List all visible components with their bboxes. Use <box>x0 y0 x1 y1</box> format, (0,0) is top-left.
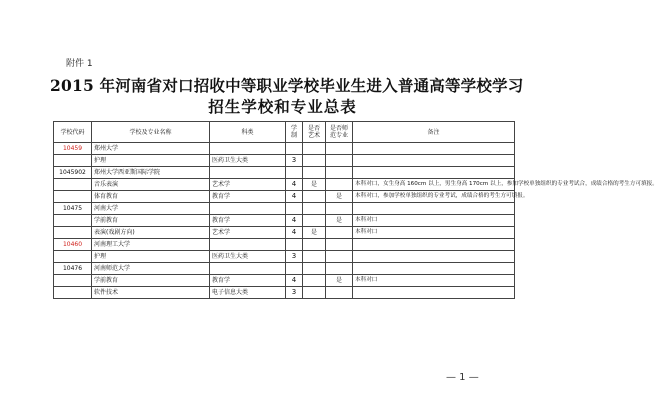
cell-is-art <box>303 263 326 275</box>
cell-is-normal <box>326 287 353 299</box>
cell-years: 4 <box>286 227 303 239</box>
cell-years <box>286 239 303 251</box>
cell-is-normal <box>326 227 353 239</box>
major-row <box>54 179 515 191</box>
table-body <box>54 143 658 299</box>
cell-years <box>286 143 303 155</box>
cell-is-art <box>303 215 326 227</box>
cell-years: 3 <box>286 287 303 299</box>
cell-school-code: 1045902 <box>54 167 92 179</box>
col-header-remark: 备注 <box>353 122 515 143</box>
cell-category: 电子信息大类 <box>210 287 286 299</box>
cell-is-normal: 是 <box>326 215 353 227</box>
cell-remark <box>353 251 515 263</box>
cell-is-art <box>303 239 326 251</box>
cell-years: 3 <box>286 155 303 167</box>
cell-is-art <box>303 203 326 215</box>
cell-remark <box>353 203 515 215</box>
document-title-line2: 招生学校和专业总表 <box>208 97 357 116</box>
admissions-table <box>53 121 658 299</box>
school-row <box>54 167 515 179</box>
cell-school-code <box>54 179 92 191</box>
col-header-years: 学 制 <box>286 122 303 143</box>
cell-is-art: 是 <box>303 179 326 191</box>
cell-school-code: 10476 <box>54 263 92 275</box>
cell-years: 4 <box>286 275 303 287</box>
cell-is-normal <box>326 179 353 191</box>
cell-is-art <box>303 155 326 167</box>
cell-category: 艺术学 <box>210 179 286 191</box>
cell-is-normal: 是 <box>326 275 353 287</box>
cell-years <box>286 167 303 179</box>
cell-is-art <box>303 287 326 299</box>
cell-name: 护理 <box>92 251 210 263</box>
cell-remark <box>353 155 515 167</box>
cell-category: 教育学 <box>210 191 286 203</box>
cell-name: 软件技术 <box>92 287 210 299</box>
cell-is-normal <box>326 143 353 155</box>
major-row <box>54 287 515 299</box>
cell-school-code <box>54 287 92 299</box>
cell-remark: 本科对口 <box>353 215 515 227</box>
cell-school-code: 10475 <box>54 203 92 215</box>
cell-years: 4 <box>286 215 303 227</box>
cell-remark <box>353 167 515 179</box>
cell-name: 护理 <box>92 155 210 167</box>
cell-category: 教育学 <box>210 215 286 227</box>
cell-years: 4 <box>286 191 303 203</box>
school-row <box>54 239 515 251</box>
cell-remark: 本科对口 <box>353 227 515 239</box>
cell-years: 4 <box>286 179 303 191</box>
cell-category <box>210 263 286 275</box>
cell-is-normal <box>326 155 353 167</box>
cell-name: 学前教育 <box>92 215 210 227</box>
cell-name: 郑州大学 <box>92 143 210 155</box>
cell-remark <box>353 239 515 251</box>
cell-name: 河南师范大学 <box>92 263 210 275</box>
major-row <box>54 227 515 239</box>
col-header-category: 科类 <box>210 122 286 143</box>
cell-is-art <box>303 275 326 287</box>
major-row <box>54 155 515 167</box>
cell-name: 体育教育 <box>92 191 210 203</box>
cell-category: 艺术学 <box>210 227 286 239</box>
cell-name: 河南大学 <box>92 203 210 215</box>
cell-years: 3 <box>286 251 303 263</box>
cell-is-normal <box>326 239 353 251</box>
cell-name: 郑州大学西亚斯国际学院 <box>92 167 210 179</box>
cell-remark <box>353 287 515 299</box>
school-row <box>54 263 515 275</box>
cell-is-art <box>303 167 326 179</box>
cell-remark <box>353 263 515 275</box>
attachment-label: 附件 1 <box>66 59 93 69</box>
cell-school-code <box>54 251 92 263</box>
cell-school-code: 10460 <box>54 239 92 251</box>
cell-category: 医药卫生大类 <box>210 251 286 263</box>
cell-name: 河南理工大学 <box>92 239 210 251</box>
table-header-row <box>54 122 515 143</box>
cell-category <box>210 167 286 179</box>
cell-is-art <box>303 191 326 203</box>
major-row <box>54 251 515 263</box>
cell-name: 音乐表演 <box>92 179 210 191</box>
cell-category <box>210 203 286 215</box>
school-row <box>54 143 515 155</box>
cell-is-art: 是 <box>303 227 326 239</box>
cell-is-art <box>303 251 326 263</box>
cell-remark: 本科对口 <box>353 275 515 287</box>
cell-school-code <box>54 215 92 227</box>
cell-name: 学前教育 <box>92 275 210 287</box>
cell-years <box>286 203 303 215</box>
cell-is-normal: 是 <box>326 191 353 203</box>
cell-is-art <box>303 143 326 155</box>
major-row <box>54 191 515 203</box>
cell-school-code <box>54 155 92 167</box>
cell-is-normal <box>326 251 353 263</box>
col-header-art: 是否 艺术 <box>303 122 326 143</box>
cell-school-code <box>54 275 92 287</box>
school-row <box>54 203 515 215</box>
cell-category <box>210 143 286 155</box>
cell-remark: 本科对口，参加学校单独组织的专业考试，成绩合格的考生方可填报。 <box>353 191 515 203</box>
document-title-line1: 2015 年河南省对口招收中等职业学校毕业生进入普通高等学校学习 <box>50 76 524 95</box>
cell-school-code <box>54 227 92 239</box>
col-header-name: 学校及专业名称 <box>92 122 210 143</box>
cell-remark: 本科对口，女生身高 160cm 以上，男生身高 170cm 以上，参加学校单独组织的专业考试合，成绩合格的考生方可填报。 <box>353 179 515 191</box>
cell-years <box>286 263 303 275</box>
cell-is-normal <box>326 203 353 215</box>
cell-remark <box>353 143 515 155</box>
page-number: — 1 — <box>446 372 479 383</box>
col-header-normal: 是否师 范专业 <box>326 122 353 143</box>
cell-name: 表演(戏剧方向) <box>92 227 210 239</box>
cell-category: 教育学 <box>210 275 286 287</box>
cell-category <box>210 239 286 251</box>
cell-is-normal <box>326 167 353 179</box>
cell-school-code: 10459 <box>54 143 92 155</box>
major-row <box>54 275 515 287</box>
cell-category: 医药卫生大类 <box>210 155 286 167</box>
cell-is-normal <box>326 263 353 275</box>
cell-school-code <box>54 191 92 203</box>
col-header-code: 学校代码 <box>54 122 92 143</box>
major-row <box>54 215 515 227</box>
